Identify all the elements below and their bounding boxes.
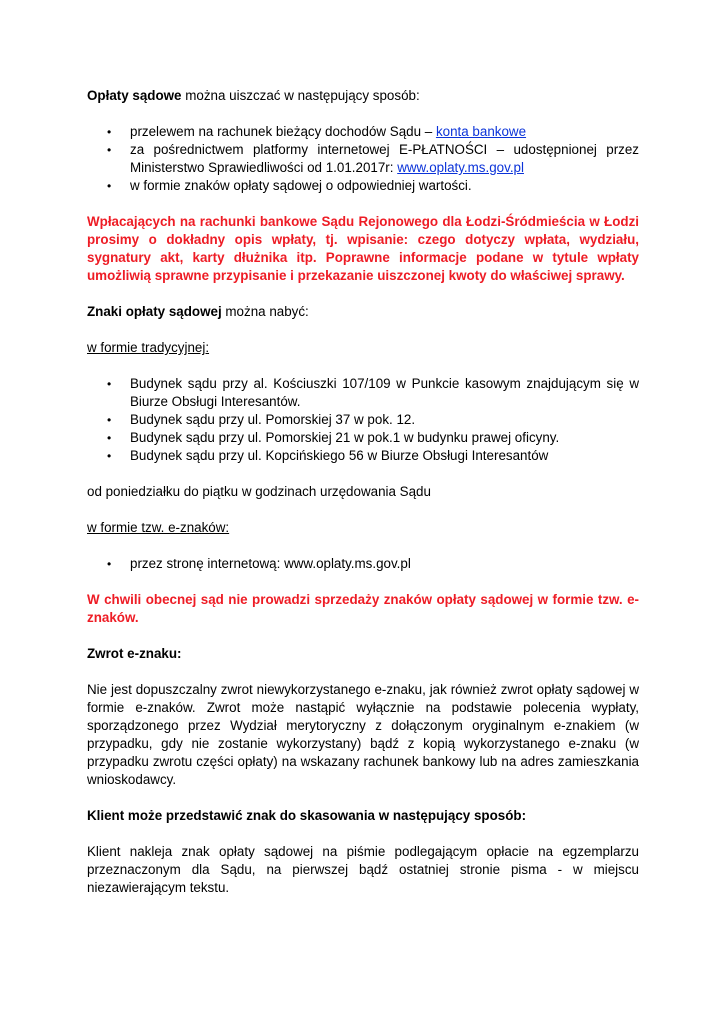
list-item xyxy=(87,141,639,177)
e-stamps-unavailable-notice: W chwili obecnej sąd nie prowadzi sprzedaży znaków opłaty sądowej w formie tzw. e-znaków. xyxy=(87,592,639,625)
stamps-heading-bold: Znaki opłaty sądowej xyxy=(87,304,222,319)
list-item xyxy=(87,429,639,447)
electronic-form-label: w formie tzw. e-znaków: xyxy=(87,520,230,535)
document-body xyxy=(87,87,639,915)
electronic-stamps-list xyxy=(87,555,639,573)
refund-heading xyxy=(87,645,639,663)
electronic-stamp-text: przez stronę internetową: www.oplaty.ms.gov.pl xyxy=(130,556,411,571)
cancellation-heading xyxy=(87,807,639,825)
stamps-paragraph xyxy=(87,303,639,321)
traditional-form-label: w formie tradycyjnej: xyxy=(87,340,210,355)
refund-body: Nie jest dopuszczalny zwrot niewykorzystanego e-znaku, jak również zwrot opłaty sądowej w formie e-znaków. Zwrot może nastąpić wyłącznie na podstawie polecenia wypłaty, sporządzonego przez Wydział merytoryczny z dołączonym oryginalnym e-znakiem (w przypadku, gdy nie zostanie wykorzystany) bądź z kopią wykorzystanego e-znaku (w przypadku zwrotu części opłaty) na wskazany rachunek bankowy lub na adres zamieszkania wnioskodawcy. xyxy=(87,682,639,787)
payment-method-text: w formie znaków opłaty sądowej o odpowiedniej wartości. xyxy=(130,178,472,193)
list-item xyxy=(87,411,639,429)
bullet-icon: • xyxy=(107,431,112,445)
e-payments-link[interactable]: www.oplaty.ms.gov.pl xyxy=(397,160,524,175)
stamps-heading-rest: można nabyć: xyxy=(221,304,309,319)
location-text: Budynek sądu przy ul. Pomorskiej 37 w pok. 12. xyxy=(130,412,416,427)
bullet-icon: • xyxy=(107,143,112,157)
list-item xyxy=(87,177,639,195)
stamp-locations-list xyxy=(87,375,639,465)
cancellation-body: Klient nakleja znak opłaty sądowej na piśmie podlegającym opłacie na egzemplarzu przeznaczonym dla Sądu, na pierwszej bądź ostatniej stronie pisma - w miejscu niezawierającym tekstu. xyxy=(87,844,639,895)
payment-methods-list xyxy=(87,123,639,195)
payment-method-text: za pośrednictwem platformy internetowej E-PŁATNOŚCI – udostępnionej przez Ministerstwo Sprawiedliwości od 1.01.2017r: xyxy=(130,142,639,175)
bullet-icon: • xyxy=(107,179,112,193)
cancellation-heading-text: Klient może przedstawić znak do skasowania w następujący sposób: xyxy=(87,808,527,823)
bullet-icon: • xyxy=(107,557,112,571)
payment-description-notice: Wpłacających na rachunki bankowe Sądu Rejonowego dla Łodzi-Śródmieścia w Łodzi prosimy o dokładny opis wpłaty, tj. wpisanie: czego dotyczy wpłata, wydziału, sygnatury akt, karty dłużnika itp. Poprawne informacje podane w tytule wpłaty umożliwią sprawne przypisanie i przekazanie uiszczonej kwoty do właściwej sprawy. xyxy=(87,214,639,283)
list-item xyxy=(87,123,639,141)
intro-heading-rest: można uiszczać w następujący sposób: xyxy=(181,88,420,103)
list-item xyxy=(87,447,639,465)
bullet-icon: • xyxy=(107,377,112,391)
bullet-icon: • xyxy=(107,449,112,463)
refund-heading-text: Zwrot e-znaku: xyxy=(87,646,182,661)
bullet-icon: • xyxy=(107,413,112,427)
location-text: Budynek sądu przy ul. Kopcińskiego 56 w Biurze Obsługi Interesantów xyxy=(130,448,549,463)
intro-heading-bold: Opłaty sądowe xyxy=(87,88,182,103)
list-item xyxy=(87,555,639,573)
payment-method-text: przelewem na rachunek bieżący dochodów Sądu – xyxy=(130,124,436,139)
bank-accounts-link[interactable]: konta bankowe xyxy=(435,124,527,139)
location-text: Budynek sądu przy ul. Pomorskiej 21 w pok.1 w budynku prawej oficyny. xyxy=(130,430,560,445)
bullet-icon: • xyxy=(107,125,112,139)
list-item xyxy=(87,375,639,411)
office-hours: od poniedziałku do piątku w godzinach urzędowania Sądu xyxy=(87,484,431,499)
intro-paragraph xyxy=(87,87,639,105)
location-text: Budynek sądu przy al. Kościuszki 107/109 w Punkcie kasowym znajdującym się w Biurze Obsługi Interesantów. xyxy=(130,376,639,409)
